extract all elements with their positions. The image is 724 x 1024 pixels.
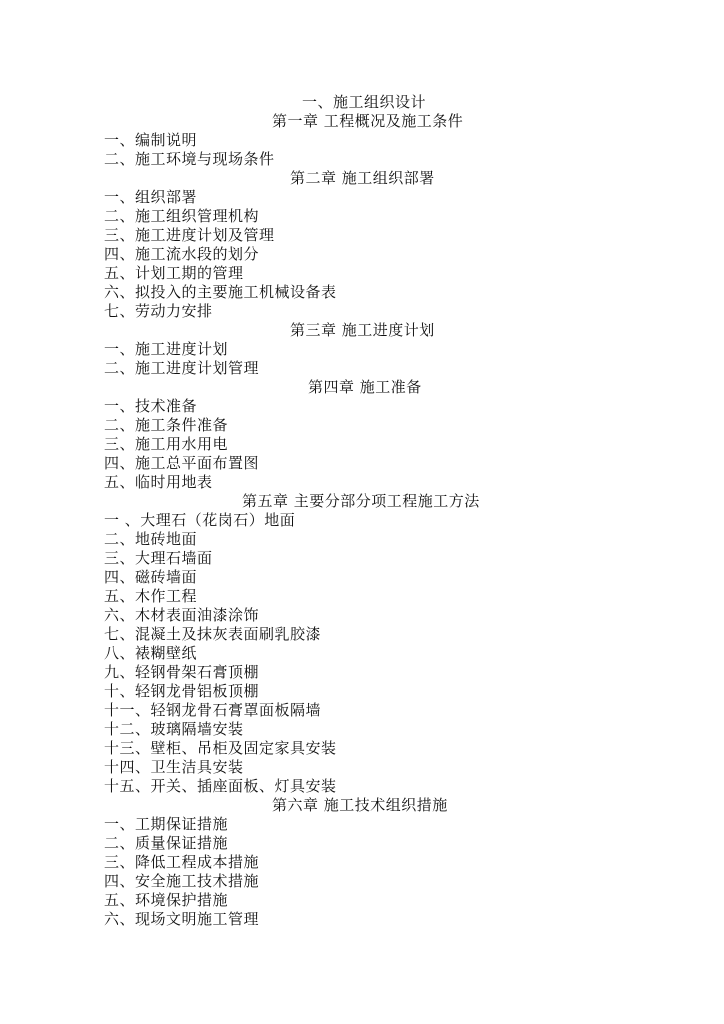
document-title: 一、施工组织设计 <box>302 93 427 111</box>
toc-item: 一、编制说明 <box>104 131 198 149</box>
toc-item: 一、工期保证措施 <box>104 815 229 833</box>
toc-item: 十三、壁柜、吊柜及固定家具安装 <box>104 739 337 757</box>
toc-item: 一、施工进度计划 <box>104 340 229 358</box>
toc-item: 一、组织部署 <box>104 188 198 206</box>
toc-item: 五、临时用地表 <box>104 473 213 491</box>
toc-item: 三、施工进度计划及管理 <box>104 226 275 244</box>
toc-item: 一 、大理石（花岗石）地面 <box>104 511 296 529</box>
chapter-heading-1: 第一章 工程概况及施工条件 <box>272 112 464 130</box>
table-of-contents <box>104 93 624 929</box>
toc-item: 二、施工组织管理机构 <box>104 207 260 225</box>
toc-item: 十五、开关、插座面板、灯具安装 <box>104 777 337 795</box>
toc-item: 二、施工环境与现场条件 <box>104 150 275 168</box>
chapter-heading-5: 第五章 主要分部分项工程施工方法 <box>242 492 480 510</box>
toc-item: 三、施工用水用电 <box>104 435 229 453</box>
toc-item: 十一、轻钢龙骨石膏罩面板隔墙 <box>104 701 322 719</box>
toc-item: 四、磁砖墙面 <box>104 568 198 586</box>
toc-item: 四、施工流水段的划分 <box>104 245 260 263</box>
chapter-heading-2: 第二章 施工组织部署 <box>290 169 435 187</box>
toc-item: 四、施工总平面布置图 <box>104 454 260 472</box>
toc-item: 十四、卫生洁具安装 <box>104 758 244 776</box>
toc-item: 二、质量保证措施 <box>104 834 229 852</box>
toc-item: 八、裱糊壁纸 <box>104 644 198 662</box>
chapter-heading-3: 第三章 施工进度计划 <box>290 321 435 339</box>
toc-item: 六、木材表面油漆涂饰 <box>104 606 260 624</box>
toc-item: 三、大理石墙面 <box>104 549 213 567</box>
toc-item: 二、地砖地面 <box>104 530 198 548</box>
toc-item: 六、拟投入的主要施工机械设备表 <box>104 283 337 301</box>
toc-item: 七、混凝土及抹灰表面刷乳胶漆 <box>104 625 322 643</box>
toc-item: 二、施工进度计划管理 <box>104 359 260 377</box>
toc-item: 五、木作工程 <box>104 587 198 605</box>
toc-item: 二、施工条件准备 <box>104 416 229 434</box>
toc-item: 五、环境保护措施 <box>104 891 229 909</box>
toc-item: 五、计划工期的管理 <box>104 264 244 282</box>
toc-item: 一、技术准备 <box>104 397 198 415</box>
toc-item: 六、现场文明施工管理 <box>104 910 260 928</box>
toc-item: 四、安全施工技术措施 <box>104 872 260 890</box>
toc-item: 十二、玻璃隔墙安装 <box>104 720 244 738</box>
toc-item: 十、轻钢龙骨铝板顶棚 <box>104 682 260 700</box>
chapter-heading-4: 第四章 施工准备 <box>308 378 422 396</box>
toc-item: 九、轻钢骨架石膏顶棚 <box>104 663 260 681</box>
toc-item: 七、劳动力安排 <box>104 302 213 320</box>
toc-item: 三、降低工程成本措施 <box>104 853 260 871</box>
chapter-heading-6: 第六章 施工技术组织措施 <box>272 796 448 814</box>
